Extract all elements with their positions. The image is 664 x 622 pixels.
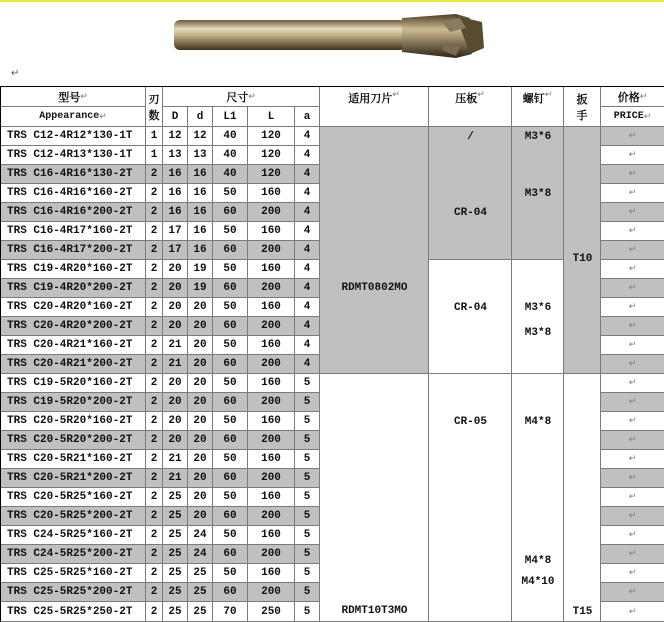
- cell-a: 4: [295, 184, 320, 203]
- header-appearance-cell: [1, 107, 146, 127]
- cell-z: 2: [146, 431, 163, 450]
- cell-model: TRS C20-5R21*160-2T: [1, 450, 146, 469]
- mark: ↵: [628, 150, 637, 160]
- cell-model: TRS C16-4R17*200-2T: [1, 241, 146, 260]
- header-price-cell: [601, 87, 664, 107]
- screw-code-g: M4*10: [521, 575, 555, 588]
- cell-z: 2: [146, 545, 163, 564]
- top-accent-line: [0, 0, 664, 2]
- cell-z: 2: [146, 374, 163, 393]
- screw-code-a: M3*6: [524, 130, 552, 143]
- cell-D: 25: [163, 602, 188, 622]
- cell-L: 120: [248, 127, 295, 146]
- screw-code-b: M3*8: [524, 187, 552, 200]
- cell-L1: 50: [213, 184, 248, 203]
- cell-d: 20: [188, 374, 213, 393]
- cell-a: 4: [295, 336, 320, 355]
- cell-a: 4: [295, 260, 320, 279]
- header-screw: 螺钉: [522, 94, 545, 106]
- cell-model: TRS C16-4R17*160-2T: [1, 222, 146, 241]
- cell-a: 5: [295, 374, 320, 393]
- cell-L1: 70: [213, 602, 248, 622]
- cell-price: [601, 412, 664, 431]
- cell-L1: 50: [213, 564, 248, 583]
- cell-d: 20: [188, 431, 213, 450]
- insert-block-a: [320, 127, 429, 374]
- cell-z: 2: [146, 298, 163, 317]
- screw-code-e: M4*8: [524, 415, 552, 428]
- cell-model: TRS C20-5R25*200-2T: [1, 507, 146, 526]
- cell-D: 20: [163, 374, 188, 393]
- cell-L1: 60: [213, 507, 248, 526]
- cell-model: TRS C25-5R25*200-2T: [1, 583, 146, 602]
- cell-z: 2: [146, 279, 163, 298]
- paragraph-mark: ↵: [11, 68, 20, 79]
- cell-d: 19: [188, 260, 213, 279]
- cell-z: 2: [146, 317, 163, 336]
- cell-d: 20: [188, 469, 213, 488]
- cell-D: 20: [163, 279, 188, 298]
- cell-L: 160: [248, 298, 295, 317]
- cell-price: [601, 260, 664, 279]
- mark: ↵: [628, 226, 637, 236]
- cell-L: 160: [248, 336, 295, 355]
- cell-D: 17: [163, 241, 188, 260]
- header-clamp-cell: [429, 87, 512, 127]
- cell-z: 2: [146, 450, 163, 469]
- cell-price: [601, 469, 664, 488]
- clamp-code-c: CR-05: [453, 415, 487, 428]
- cell-model: TRS C20-4R20*200-2T: [1, 317, 146, 336]
- cell-model: TRS C20-5R20*160-2T: [1, 412, 146, 431]
- cell-model: TRS C16-4R16*200-2T: [1, 203, 146, 222]
- cell-model: TRS C12-4R12*130-1T: [1, 127, 146, 146]
- cell-L1: 40: [213, 127, 248, 146]
- header-wrench-2: 手: [576, 110, 588, 123]
- mark: ↵: [99, 111, 107, 122]
- cell-D: 16: [163, 165, 188, 184]
- cell-L: 200: [248, 317, 295, 336]
- cell-D: 20: [163, 412, 188, 431]
- cell-L: 160: [248, 374, 295, 393]
- cell-price: [601, 526, 664, 545]
- cell-L1: 60: [213, 393, 248, 412]
- cell-z: 2: [146, 526, 163, 545]
- mark: ↵: [544, 90, 553, 100]
- cell-D: 17: [163, 222, 188, 241]
- clamp-slash: /: [467, 130, 474, 143]
- cell-a: 5: [295, 393, 320, 412]
- cell-d: 25: [188, 564, 213, 583]
- cell-L1: 50: [213, 222, 248, 241]
- mark: ↵: [80, 91, 88, 102]
- cell-price: [601, 146, 664, 165]
- cell-L1: 60: [213, 241, 248, 260]
- mark: ↵: [628, 321, 637, 331]
- cell-L: 250: [248, 602, 295, 622]
- cell-d: 24: [188, 545, 213, 564]
- header-teeth-2: 数: [148, 110, 160, 123]
- cell-price: [601, 488, 664, 507]
- cell-D: 20: [163, 431, 188, 450]
- cell-L: 200: [248, 279, 295, 298]
- header-teeth-cell: [146, 87, 163, 127]
- cell-price: [601, 222, 664, 241]
- cell-L: 200: [248, 469, 295, 488]
- mark: ↵: [628, 169, 637, 179]
- cell-z: 2: [146, 203, 163, 222]
- mark: ↵: [643, 111, 652, 122]
- wrench-code-a: T10: [572, 252, 593, 265]
- cell-L: 200: [248, 507, 295, 526]
- mark: ↵: [628, 549, 637, 559]
- end-mill-image: [170, 8, 490, 64]
- screw-code-f: M4*8: [524, 554, 552, 567]
- header-dims: 尺寸: [226, 92, 249, 105]
- cell-L1: 50: [213, 374, 248, 393]
- wrench-code-b: T15: [572, 605, 593, 618]
- cell-a: 5: [295, 507, 320, 526]
- header-wrench-cell: [564, 87, 601, 127]
- clamp-code-b: CR-04: [453, 301, 487, 314]
- cell-D: 25: [163, 507, 188, 526]
- cell-z: 2: [146, 393, 163, 412]
- cell-d: 25: [188, 583, 213, 602]
- cell-a: 5: [295, 469, 320, 488]
- cell-L: 200: [248, 241, 295, 260]
- cell-a: 5: [295, 564, 320, 583]
- screw-code-d: M3*8: [524, 326, 552, 339]
- price-table: [0, 86, 664, 622]
- cell-z: 2: [146, 412, 163, 431]
- cell-z: 2: [146, 165, 163, 184]
- cell-z: 2: [146, 583, 163, 602]
- cell-z: 2: [146, 355, 163, 374]
- cell-D: 20: [163, 317, 188, 336]
- cell-price: [601, 241, 664, 260]
- cell-d: 16: [188, 241, 213, 260]
- cell-L: 160: [248, 222, 295, 241]
- cell-model: TRS C12-4R13*130-1T: [1, 146, 146, 165]
- cell-model: TRS C20-4R21*200-2T: [1, 355, 146, 374]
- cell-L: 200: [248, 393, 295, 412]
- cell-z: 2: [146, 241, 163, 260]
- cell-model: TRS C25-5R25*160-2T: [1, 564, 146, 583]
- cell-D: 16: [163, 184, 188, 203]
- cell-a: 5: [295, 583, 320, 602]
- mark: ↵: [477, 90, 485, 100]
- cell-d: 20: [188, 393, 213, 412]
- cell-L: 200: [248, 355, 295, 374]
- cell-d: 20: [188, 336, 213, 355]
- cell-L: 160: [248, 488, 295, 507]
- cell-z: 2: [146, 507, 163, 526]
- cell-model: TRS C19-4R20*200-2T: [1, 279, 146, 298]
- screw-code-c: M3*6: [524, 301, 552, 314]
- cell-L1: 50: [213, 450, 248, 469]
- header-model: 型号: [58, 92, 81, 105]
- cell-model: TRS C25-5R25*250-2T: [1, 602, 146, 622]
- header-d: d: [188, 107, 213, 127]
- mark: ↵: [628, 378, 637, 388]
- cell-L1: 60: [213, 203, 248, 222]
- cell-L1: 60: [213, 431, 248, 450]
- wrench-block-b: [564, 374, 601, 622]
- cell-D: 20: [163, 393, 188, 412]
- cell-price: [601, 583, 664, 602]
- cell-d: 19: [188, 279, 213, 298]
- cell-z: 2: [146, 260, 163, 279]
- cell-d: 12: [188, 127, 213, 146]
- cell-L: 200: [248, 545, 295, 564]
- cell-z: 2: [146, 336, 163, 355]
- cell-L1: 50: [213, 260, 248, 279]
- cell-d: 16: [188, 222, 213, 241]
- cell-a: 5: [295, 431, 320, 450]
- cell-a: 4: [295, 165, 320, 184]
- cell-a: 5: [295, 488, 320, 507]
- cell-L: 120: [248, 146, 295, 165]
- mark: ↵: [628, 435, 637, 445]
- header-L1: L1: [213, 107, 248, 127]
- mark: ↵: [628, 530, 637, 540]
- cell-a: 4: [295, 146, 320, 165]
- cell-a: 5: [295, 602, 320, 622]
- cell-L: 200: [248, 583, 295, 602]
- cell-L: 160: [248, 450, 295, 469]
- cell-price: [601, 507, 664, 526]
- cell-price: [601, 431, 664, 450]
- cell-d: 25: [188, 602, 213, 622]
- cell-model: TRS C20-5R25*160-2T: [1, 488, 146, 507]
- cell-L1: 40: [213, 165, 248, 184]
- cell-a: 4: [295, 298, 320, 317]
- cell-price: [601, 165, 664, 184]
- cell-d: 20: [188, 317, 213, 336]
- cell-price: [601, 564, 664, 583]
- header-price-en-cell: [601, 107, 664, 127]
- cell-a: 4: [295, 127, 320, 146]
- cell-d: 20: [188, 450, 213, 469]
- cell-price: [601, 298, 664, 317]
- header-wrench: 扳: [576, 94, 588, 107]
- cell-L: 160: [248, 260, 295, 279]
- cell-model: TRS C20-5R21*200-2T: [1, 469, 146, 488]
- insert-code-b: RDMT10T3MO: [341, 605, 408, 617]
- cell-price: [601, 203, 664, 222]
- cell-D: 25: [163, 564, 188, 583]
- cell-d: 16: [188, 203, 213, 222]
- cell-z: 2: [146, 469, 163, 488]
- cell-D: 25: [163, 526, 188, 545]
- cell-L: 160: [248, 526, 295, 545]
- cell-D: 21: [163, 336, 188, 355]
- cell-D: 16: [163, 203, 188, 222]
- cell-price: [601, 317, 664, 336]
- header-D: D: [163, 107, 188, 127]
- mark: ↵: [628, 188, 637, 198]
- clamp-code-a: CR-04: [453, 206, 487, 219]
- mark: ↵: [628, 473, 637, 483]
- header-screw-cell: [512, 87, 564, 127]
- mark: ↵: [628, 492, 637, 502]
- cell-model: TRS C24-5R25*160-2T: [1, 526, 146, 545]
- insert-block-b: [320, 374, 429, 622]
- cell-model: TRS C24-5R25*200-2T: [1, 545, 146, 564]
- cell-z: 1: [146, 146, 163, 165]
- cell-a: 4: [295, 279, 320, 298]
- mark: ↵: [628, 454, 637, 464]
- cell-price: [601, 355, 664, 374]
- cell-L1: 40: [213, 146, 248, 165]
- cell-a: 5: [295, 526, 320, 545]
- cell-L: 120: [248, 165, 295, 184]
- cell-D: 21: [163, 355, 188, 374]
- cell-L1: 50: [213, 488, 248, 507]
- mark: ↵: [628, 568, 637, 578]
- cell-L: 200: [248, 203, 295, 222]
- cell-L1: 60: [213, 317, 248, 336]
- header-price-en: PRICE: [613, 111, 644, 122]
- cell-a: 4: [295, 241, 320, 260]
- cell-price: [601, 127, 664, 146]
- cell-D: 21: [163, 450, 188, 469]
- cell-z: 1: [146, 127, 163, 146]
- cell-price: [601, 336, 664, 355]
- cell-L1: 60: [213, 355, 248, 374]
- cell-D: 25: [163, 583, 188, 602]
- screw-block-b: [512, 260, 564, 374]
- cell-z: 2: [146, 184, 163, 203]
- mark: ↵: [628, 359, 637, 369]
- header-insert-cell: [320, 87, 429, 127]
- cell-d: 24: [188, 526, 213, 545]
- cell-D: 21: [163, 469, 188, 488]
- header-insert: 适用刀片: [348, 94, 393, 106]
- cell-d: 16: [188, 165, 213, 184]
- cell-model: TRS C19-5R20*160-2T: [1, 374, 146, 393]
- cell-a: 4: [295, 317, 320, 336]
- mark: ↵: [628, 245, 637, 255]
- mark: ↵: [628, 264, 637, 274]
- cell-model: TRS C20-5R20*200-2T: [1, 431, 146, 450]
- cell-a: 5: [295, 412, 320, 431]
- cell-L1: 50: [213, 412, 248, 431]
- cell-L1: 50: [213, 526, 248, 545]
- cell-L1: 60: [213, 279, 248, 298]
- cell-L1: 60: [213, 545, 248, 564]
- mark: ↵: [628, 587, 637, 597]
- cell-price: [601, 545, 664, 564]
- cell-D: 20: [163, 260, 188, 279]
- cell-d: 20: [188, 412, 213, 431]
- cell-a: 4: [295, 355, 320, 374]
- cell-model: TRS C20-4R21*160-2T: [1, 336, 146, 355]
- insert-code-a: RDMT0802MO: [341, 282, 408, 294]
- mark: ↵: [628, 397, 637, 407]
- cell-z: 2: [146, 222, 163, 241]
- cell-D: 25: [163, 545, 188, 564]
- cell-L1: 60: [213, 583, 248, 602]
- header-teeth: 刃: [148, 94, 160, 107]
- cell-z: 2: [146, 602, 163, 622]
- cell-D: 12: [163, 127, 188, 146]
- cell-model: TRS C19-5R20*200-2T: [1, 393, 146, 412]
- cell-d: 20: [188, 488, 213, 507]
- cell-L: 160: [248, 184, 295, 203]
- cell-price: [601, 393, 664, 412]
- cell-price: [601, 374, 664, 393]
- clamp-block-b: [429, 260, 512, 374]
- cell-d: 16: [188, 184, 213, 203]
- mark: ↵: [628, 340, 637, 350]
- mark: ↵: [392, 90, 400, 100]
- cell-price: [601, 450, 664, 469]
- cell-price: [601, 602, 664, 622]
- header-model-cell: [1, 87, 146, 107]
- cell-L1: 50: [213, 298, 248, 317]
- cell-L: 160: [248, 412, 295, 431]
- header-appearance: Appearance: [39, 111, 100, 122]
- cell-z: 2: [146, 488, 163, 507]
- cell-model: TRS C20-4R20*160-2T: [1, 298, 146, 317]
- header-L: L: [248, 107, 295, 127]
- cell-D: 25: [163, 488, 188, 507]
- mark: ↵: [628, 207, 637, 217]
- cell-d: 20: [188, 507, 213, 526]
- mark: ↵: [628, 283, 637, 293]
- cell-price: [601, 279, 664, 298]
- cell-a: 5: [295, 450, 320, 469]
- clamp-block-a: [429, 127, 512, 260]
- cell-price: [601, 184, 664, 203]
- mark: ↵: [628, 302, 637, 312]
- cell-d: 20: [188, 298, 213, 317]
- cell-a: 4: [295, 222, 320, 241]
- cell-model: TRS C16-4R16*130-2T: [1, 165, 146, 184]
- mark: ↵: [628, 131, 637, 141]
- mark: ↵: [248, 91, 256, 102]
- mark: ↵: [628, 416, 637, 426]
- mark: ↵: [639, 91, 648, 102]
- cell-d: 20: [188, 355, 213, 374]
- cell-a: 4: [295, 203, 320, 222]
- cell-model: TRS C19-4R20*160-2T: [1, 260, 146, 279]
- mark: ↵: [628, 606, 637, 617]
- cell-L: 200: [248, 431, 295, 450]
- header-a: a: [295, 107, 320, 127]
- cell-model: TRS C16-4R16*160-2T: [1, 184, 146, 203]
- cell-z: 2: [146, 564, 163, 583]
- cell-L1: 50: [213, 336, 248, 355]
- header-dims-cell: [163, 87, 320, 107]
- header-price: 价格: [617, 92, 640, 105]
- cell-L: 160: [248, 564, 295, 583]
- cell-D: 13: [163, 146, 188, 165]
- header-clamp: 压板: [455, 94, 478, 106]
- cell-d: 13: [188, 146, 213, 165]
- mark: ↵: [628, 511, 637, 521]
- cell-L1: 60: [213, 469, 248, 488]
- cell-a: 5: [295, 545, 320, 564]
- cell-D: 20: [163, 298, 188, 317]
